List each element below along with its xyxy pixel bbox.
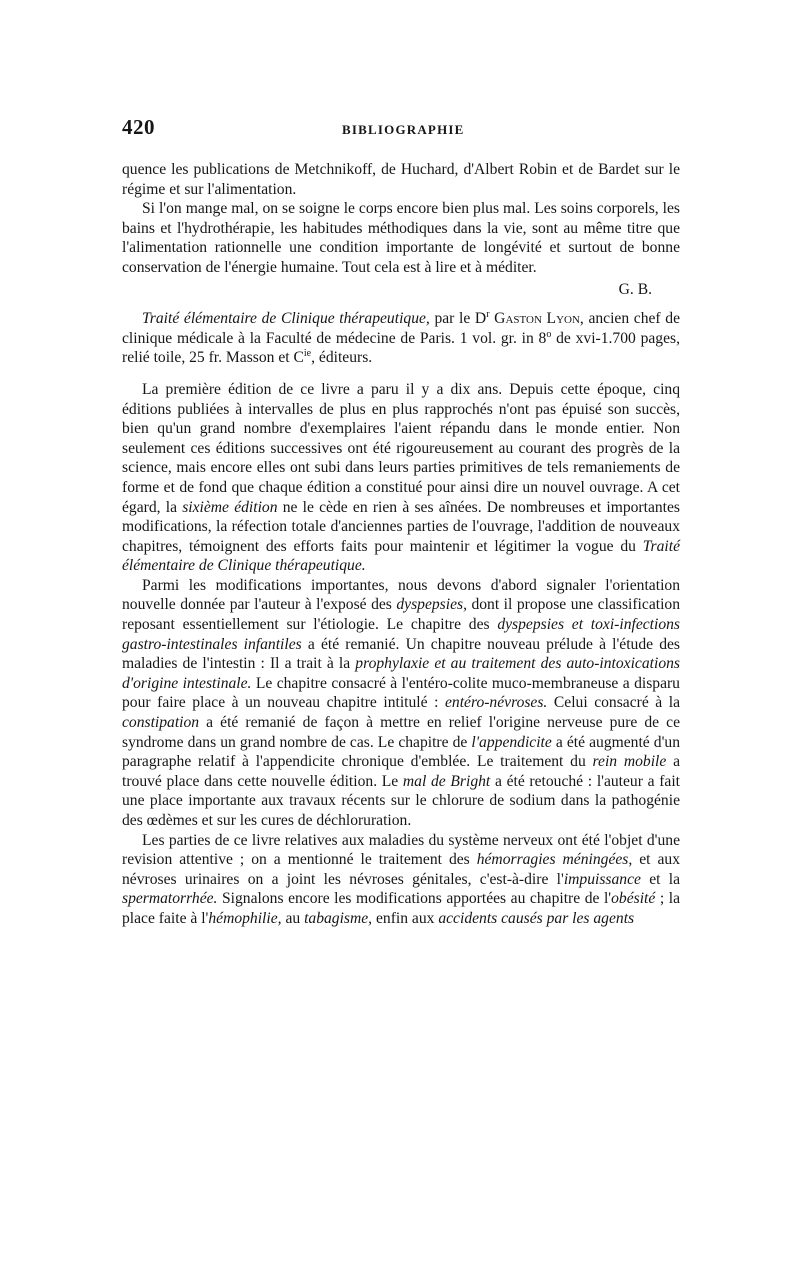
italic-run: impuissance — [563, 870, 641, 888]
running-title: BIBLIOGRAPHIE — [342, 122, 465, 137]
text-run: a trouvé place dans cette nouvelle édition. Le — [122, 753, 680, 790]
italic-run: prophylaxie et au traitement des auto-intoxications d'origine intestinale. — [122, 655, 680, 692]
review-by: par le D — [429, 310, 487, 328]
publisher-sup: ie — [303, 348, 312, 360]
book-author: Gaston Lyon, — [489, 310, 584, 328]
text-run: ; la place faite à l' — [122, 890, 680, 927]
text-run: et aux névroses urinaires on a joint les névroses génitales, c'est-à-dire l' — [122, 851, 680, 888]
intro-paragraph-2: Si l'on mange mal, on se soigne le corps encore bien plus mal. Les soins corporels, les bains et l'hydrothérapie, les habitudes méthodiques dans la vie, sont au même titre que l'alimentation rationnelle une condition importante de longévité et surtout de bonne conservation de l'énergie humaine. Tout cela est à lire et à méditer. — [122, 200, 680, 276]
review-details-a: ancien chef de clinique médicale à la Faculté de médecine de Paris. 1 vol. gr. in 8 — [122, 310, 680, 347]
review-details-c: , éditeurs. — [311, 349, 373, 367]
review-details-b: de xvi-1.700 pages, relié toile, 25 fr. Masson et C — [122, 329, 680, 367]
review-paragraph-3 — [122, 831, 680, 929]
italic-run: dyspepsies, — [396, 596, 467, 614]
intro-paragraph-1: quence les publications de Metchnikoff, de Huchard, d'Albert Robin et de Bardet sur le régime et sur l'alimentation. — [122, 161, 680, 198]
text-run: Parmi les modifications importantes, nous devons d'abord signaler l'orientation nouvelle donnée par l'auteur à l'exposé des — [122, 576, 680, 614]
book-title: Traité élémentaire de Clinique thérapeutique, — [142, 310, 430, 328]
text-run: Signalons encore les modifications apportées au chapitre de l' — [217, 890, 612, 908]
text-run: a été retouché : l'auteur a fait une place importante aux travaux récents sur le chlorure de sodium dans la pathogénie des œdèmes et sur les cures de déchloruration. — [122, 772, 680, 829]
text-run: dont il propose une classification reposant essentiellement sur l'étiologie. Le chapitre des — [122, 596, 680, 634]
review-entry — [122, 309, 680, 368]
text-run: et la — [640, 870, 680, 888]
text-run: Les parties de ce livre relatives aux maladies du système nerveux ont été l'objet d'une revision attentive ; on a mentionné le traitement des — [122, 831, 680, 869]
text-run: a été remanié de façon à mettre en relief l'origine nerveuse pure de ce syndrome dans un grand nombre de cas. Le chapitre de — [122, 714, 680, 751]
page-number: 420 — [122, 115, 155, 139]
italic-run: mal de Bright — [402, 772, 491, 790]
italic-run: spermatorrhée. — [122, 890, 218, 908]
text-run: Le chapitre consacré à l'entéro-colite muco-membraneuse a disparu pour faire place à un nouveau chapitre intitulé : — [122, 674, 680, 712]
italic-run: hémophilie, — [208, 909, 282, 927]
review-by-sup: r — [486, 308, 490, 320]
text-run: au — [281, 909, 305, 927]
text-run: ne le cède en rien à ses aînées. De nombreuses et importantes modifications, la réfection totale d'anciennes parties de l'ouvrage, l'addition de nouveaux chapitres, témoignent des efforts faits pour maintenir et légitimer la vogue du — [122, 498, 681, 555]
page-body — [122, 160, 680, 929]
italic-run: sixième édition — [182, 498, 278, 516]
italic-run: entéro-névroses. — [444, 694, 548, 712]
italic-run: accidents causés par les agents — [438, 909, 635, 927]
italic-run: constipation — [122, 714, 200, 732]
review-paragraph-1 — [122, 380, 680, 576]
text-run: a été augmenté d'un paragraphe relatif à l'appendicite chronique d'emblée. Le traitement du — [122, 733, 680, 771]
italic-run: l'appendicite — [471, 733, 552, 751]
text-run: Celui consacré à la — [547, 694, 680, 712]
text-run: enfin aux — [372, 909, 439, 927]
italic-run: dyspepsies et toxi-infections gastro-intestinales infantiles — [122, 616, 681, 653]
italic-run: tabagisme, — [304, 909, 373, 927]
text-run: a été remanié. Un chapitre nouveau prélude à l'étude des maladies de l'intestin : Il a trait à la — [122, 635, 681, 673]
review-paragraph-2 — [122, 576, 680, 831]
spacer — [122, 368, 680, 380]
signature: G. B. — [618, 280, 652, 298]
review-details-sup: o — [546, 328, 552, 340]
italic-run: rein mobile — [592, 753, 667, 771]
italic-run: Traité élémentaire de Clinique thérapeutique. — [122, 537, 680, 575]
italic-run: obésité — [611, 890, 656, 908]
page-header — [122, 115, 682, 145]
italic-run: hémorragies méningées, — [476, 851, 633, 869]
text-run: La première édition de ce livre a paru il y a dix ans. Depuis cette époque, cinq éditions publiées à intervalles de plus en plus rapprochés n'ont pas épuisé son succès, bien qu'un grand nombre d'exemplaires l'aient répandu dans le monde entier. Non seulement ces éditions successives ont été rigoureusement au courant des progrès de la science, mais encore elles ont subi dans leurs parties primitives de tels remaniements de forme et de fond que chaque édition a constitué pour ainsi dire un nouvel ouvrage. A cet égard, la — [122, 380, 680, 516]
